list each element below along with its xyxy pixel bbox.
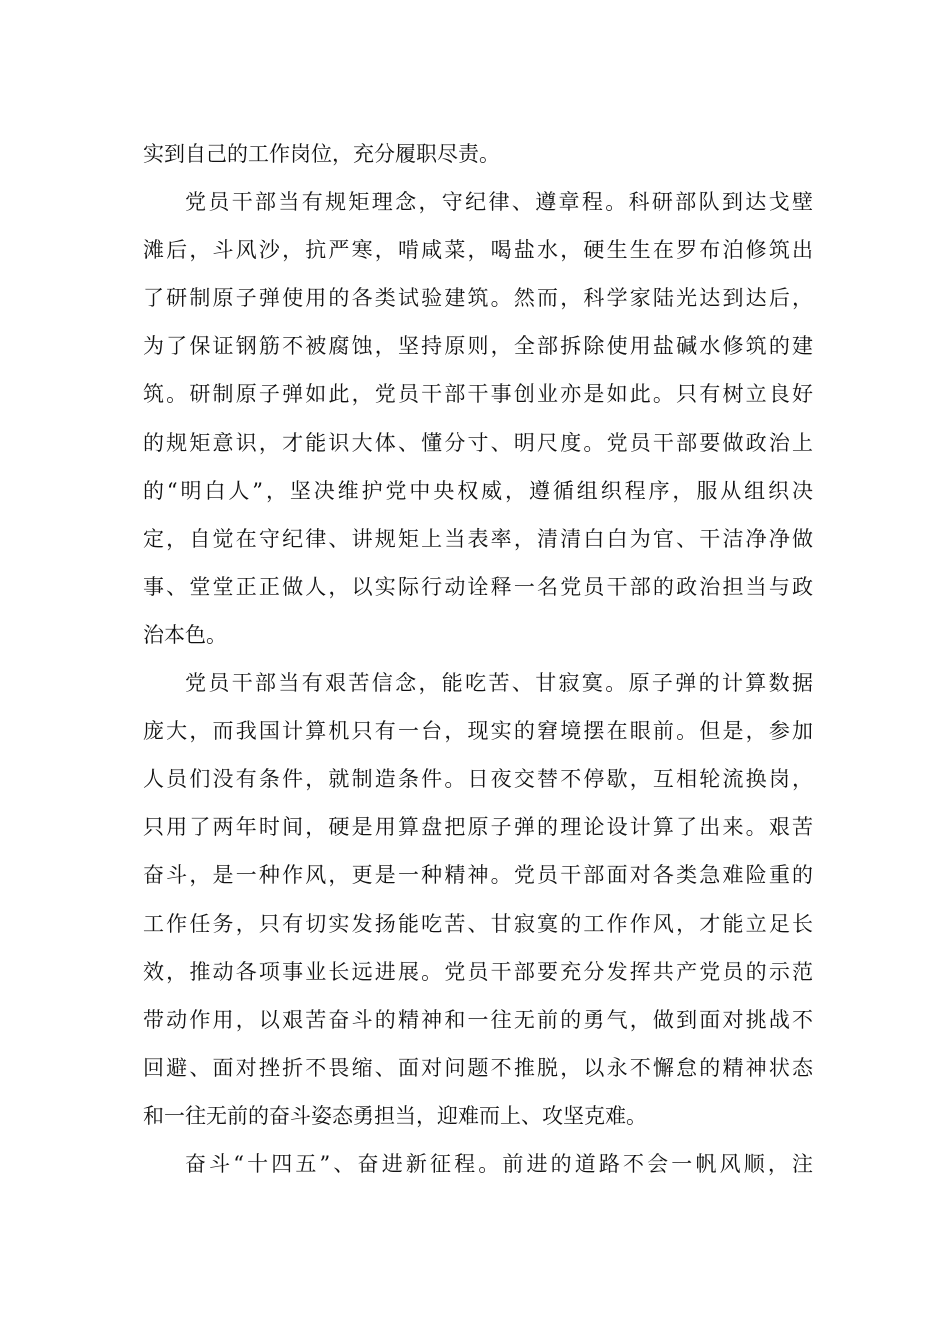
text-line: 工作任务，只有切实发扬能吃苦、甘寂寞的工作作风，才能立足长 [143, 911, 813, 936]
text-line: 奋斗，是一种作风，更是一种精神。党员干部面对各类急难险重的 [143, 863, 813, 888]
text-line: 效，推动各项事业长远进展。党员干部要充分发挥共产党员的示范 [143, 959, 813, 984]
text-line: 的“明白人”，坚决维护党中央权威，遵循组织程序，服从组织决 [143, 478, 813, 503]
text-line: 定，自觉在守纪律、讲规矩上当表率，清清白白为官、干洁净净做 [143, 526, 813, 551]
text-line: 和一往无前的奋斗姿态勇担当，迎难而上、攻坚克难。 [143, 1103, 647, 1128]
text-line: 了研制原子弹使用的各类试验建筑。然而，科学家陆光达到达后， [143, 286, 813, 311]
paragraph-first-line: 党员干部当有规矩理念，守纪律、遵章程。科研部队到达戈壁 [185, 190, 813, 215]
text-line: 回避、面对挫折不畏缩、面对问题不推脱，以永不懈怠的精神状态 [143, 1055, 813, 1080]
text-line: 筑。研制原子弹如此，党员干部干事创业亦是如此。只有树立良好 [143, 382, 813, 407]
text-line: 实到自己的工作岗位，充分履职尽责。 [143, 142, 500, 166]
text-line: 庞大，而我国计算机只有一台，现实的窘境摆在眼前。但是，参加 [143, 719, 813, 744]
paragraph-first-line: 奋斗“十四五”、奋进新征程。前进的道路不会一帆风顺，注 [185, 1151, 813, 1176]
text-line: 治本色。 [143, 622, 227, 647]
text-line: 为了保证钢筋不被腐蚀，坚持原则，全部拆除使用盐碱水修筑的建 [143, 334, 813, 359]
text-line: 事、堂堂正正做人，以实际行动诠释一名党员干部的政治担当与政 [143, 574, 813, 599]
document-body [143, 130, 813, 1188]
text-line: 只用了两年时间，硬是用算盘把原子弹的理论设计算了出来。艰苦 [143, 815, 813, 840]
paragraph-first-line: 党员干部当有艰苦信念，能吃苦、甘寂寞。原子弹的计算数据 [185, 671, 813, 696]
text-line: 人员们没有条件，就制造条件。日夜交替不停歇，互相轮流换岗， [143, 767, 813, 792]
text-line: 带动作用，以艰苦奋斗的精神和一往无前的勇气，做到面对挑战不 [143, 1007, 813, 1032]
text-line: 的规矩意识，才能识大体、懂分寸、明尺度。党员干部要做政治上 [143, 430, 813, 455]
text-line: 滩后，斗风沙，抗严寒，啃咸菜，喝盐水，硬生生在罗布泊修筑出 [143, 238, 813, 263]
